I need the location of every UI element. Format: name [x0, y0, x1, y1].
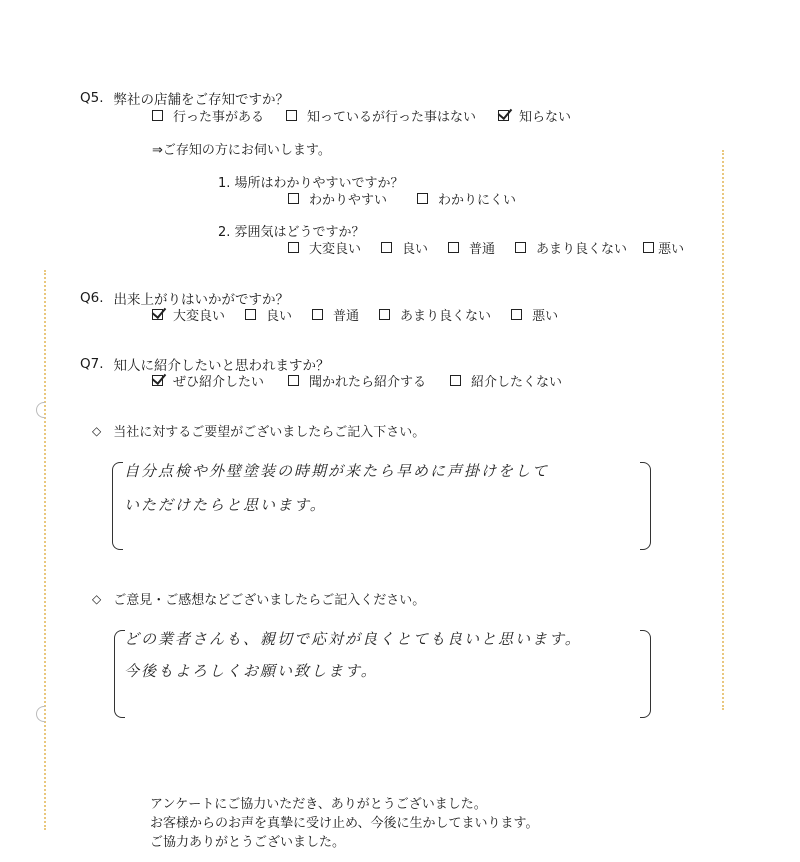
option-label: ぜひ紹介したい	[173, 375, 265, 390]
opinion-answer-line-2[interactable]: 今後もよろしくお願い致します。	[124, 662, 378, 680]
checkbox[interactable]	[288, 242, 299, 253]
option-label: あまり良くない	[400, 309, 492, 324]
closing-line-2: お客様からのお声を真摯に受け止め、今後に生かしてまいります。	[150, 816, 539, 831]
checkbox[interactable]	[515, 242, 526, 253]
opinion-prompt: ご意見・ご感想などございましたらご記入ください。	[113, 593, 426, 608]
option-label: 大変良い	[173, 309, 226, 324]
left-perforation	[44, 270, 46, 830]
q5-sub2-option-5[interactable]	[643, 238, 684, 257]
diamond-icon: ◇	[92, 423, 102, 438]
q5-question: 弊社の店舗をご存知ですか？	[113, 92, 290, 108]
q5-option-1[interactable]	[152, 106, 264, 125]
option-label: 行った事がある	[173, 110, 265, 125]
option-label: 聞かれたら紹介する	[309, 375, 427, 390]
checkbox[interactable]	[381, 242, 392, 253]
q6-question: 出来上がりはいかがですか？	[113, 292, 290, 308]
q6-options	[152, 305, 576, 324]
q5-sub1-question: 1. 場所はわかりやすいですか？	[218, 176, 404, 191]
q5-sub1-options	[288, 189, 534, 208]
request-prompt: 当社に対するご要望がございましたらご記入下さい。	[113, 425, 426, 440]
checkbox[interactable]	[152, 110, 163, 121]
closing-line-1: アンケートにご協力いただき、ありがとうございました。	[150, 797, 487, 812]
q5-sub2-options	[288, 238, 684, 257]
checkbox-checked[interactable]	[498, 110, 509, 121]
q5-options	[152, 106, 589, 125]
option-label: 紹介したくない	[471, 375, 563, 390]
request-box-right-bracket	[640, 462, 651, 550]
q6-option-5[interactable]	[511, 305, 558, 324]
q5-option-3[interactable]	[498, 106, 571, 125]
checkbox[interactable]	[448, 242, 459, 253]
q6-option-2[interactable]	[245, 305, 292, 324]
q5-sub2-option-2[interactable]	[381, 238, 428, 257]
q5-sub1-option-1[interactable]	[288, 189, 387, 208]
option-label: 良い	[402, 242, 429, 257]
checkbox-checked[interactable]	[152, 309, 163, 320]
request-answer-line-2[interactable]: いただけたらと思います。	[124, 496, 327, 514]
checkbox[interactable]	[312, 309, 323, 320]
option-label: 悪い	[532, 309, 559, 324]
q5-sub2-option-3[interactable]	[448, 238, 495, 257]
option-label: 知っているが行った事はない	[307, 110, 477, 125]
binder-notch	[36, 706, 45, 722]
diamond-icon: ◇	[92, 591, 102, 606]
q6-option-4[interactable]	[379, 305, 491, 324]
option-label: 悪い	[658, 242, 685, 257]
checkbox[interactable]	[379, 309, 390, 320]
checkbox-checked[interactable]	[152, 375, 163, 386]
q5-sub2-option-4[interactable]	[515, 238, 627, 257]
option-label: わかりやすい	[309, 193, 388, 208]
q5-sub2-question: 2. 雰囲気はどうですか？	[218, 225, 365, 240]
q6-option-1[interactable]	[152, 305, 225, 324]
opinion-answer-line-1[interactable]: どの業者さんも、親切で応対が良くとても良いと思います。	[124, 630, 582, 648]
q5-header	[80, 88, 289, 108]
request-answer-line-1[interactable]: 自分点検や外壁塗装の時期が来たら早めに声掛けをして	[124, 462, 550, 480]
q7-option-3[interactable]	[450, 371, 562, 390]
q7-options	[152, 371, 580, 390]
q7-option-2[interactable]	[288, 371, 426, 390]
checkbox[interactable]	[245, 309, 256, 320]
q6-option-3[interactable]	[312, 305, 359, 324]
q5-sub2-option-1[interactable]	[288, 238, 361, 257]
opinion-prompt-row	[92, 589, 425, 608]
right-perforation	[722, 150, 724, 710]
option-label: わかりにくい	[438, 193, 517, 208]
binder-notch	[36, 402, 45, 418]
option-label: 普通	[469, 242, 496, 257]
checkbox[interactable]	[286, 110, 297, 121]
checkbox[interactable]	[643, 242, 654, 253]
option-label: 大変良い	[309, 242, 362, 257]
q7-label: Q7.	[80, 356, 104, 372]
checkbox[interactable]	[288, 375, 299, 386]
option-label: 良い	[266, 309, 293, 324]
checkbox[interactable]	[288, 193, 299, 204]
checkbox[interactable]	[450, 375, 461, 386]
request-prompt-row	[92, 421, 425, 440]
q5-option-2[interactable]	[286, 106, 476, 125]
q5-sub1-option-2[interactable]	[417, 189, 516, 208]
option-label: あまり良くない	[536, 242, 628, 257]
opinion-box-right-bracket	[640, 630, 651, 718]
q5-label: Q5.	[80, 90, 104, 106]
checkbox[interactable]	[511, 309, 522, 320]
q7-question: 知人に紹介したいと思われますか？	[113, 358, 330, 374]
closing-line-3: ご協力ありがとうございました。	[150, 835, 346, 850]
request-box-left-bracket	[112, 462, 123, 550]
checkbox[interactable]	[417, 193, 428, 204]
option-label: 知らない	[519, 110, 572, 125]
q7-option-1[interactable]	[152, 371, 264, 390]
q6-label: Q6.	[80, 290, 104, 306]
option-label: 普通	[333, 309, 360, 324]
q5-followup-intro: ⇒ご存知の方にお伺いします。	[152, 143, 331, 158]
